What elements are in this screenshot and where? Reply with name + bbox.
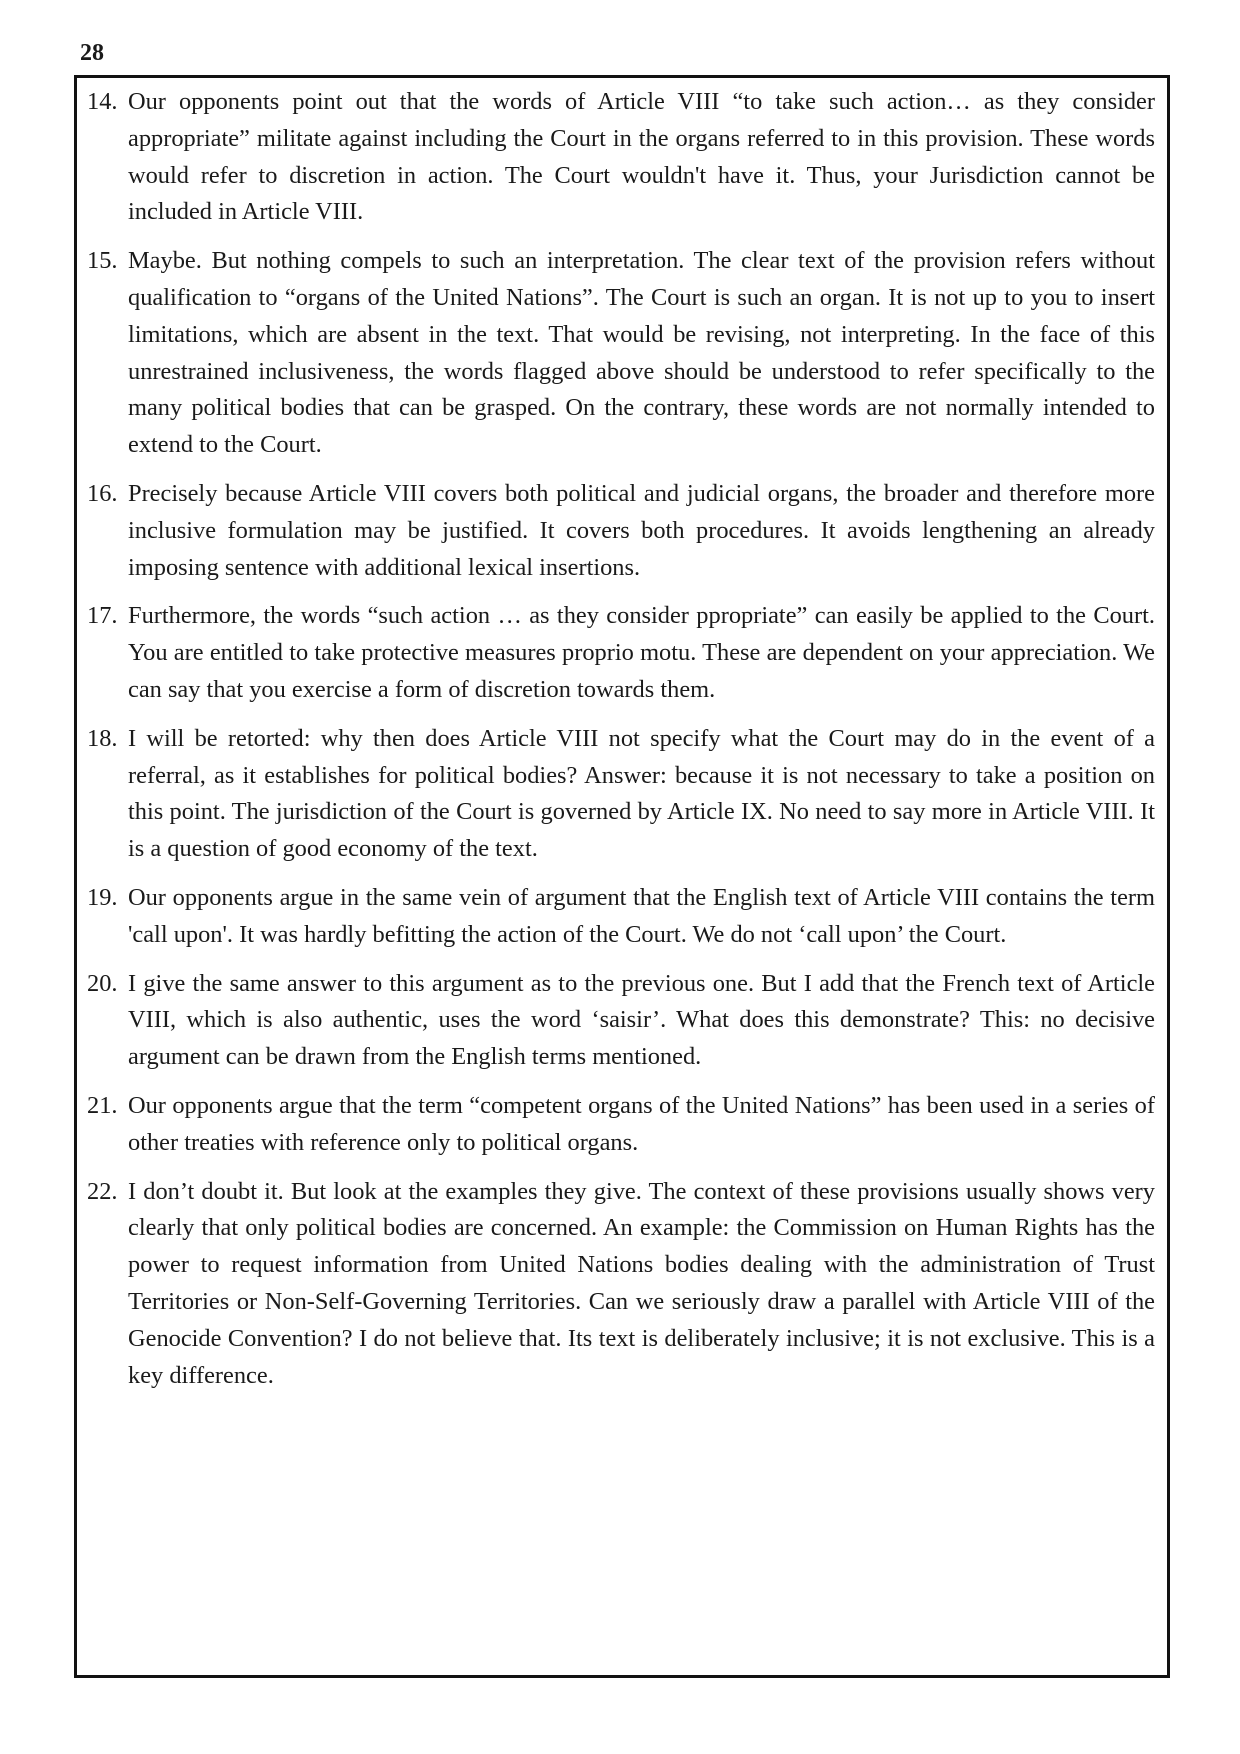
paragraph-text: Precisely because Article VIII covers both political and judicial organs, the broader and therefore more inclusive formulation may be justified. It covers both procedures. It avoids lengthening an already imposing sentence with additional lexical insertions. xyxy=(128,479,1155,581)
text-frame xyxy=(74,75,1170,1678)
paragraph-15 xyxy=(87,243,1155,464)
paragraph-text: Maybe. But nothing compels to such an interpretation. The clear text of the provision refers without qualification to “organs of the United Nations”. The Court is such an organ. It is not up to you to insert limitations, which are absent in the text. That would be revising, not interpreting. In the face of this unrestrained inclusiveness, the words flagged above should be understood to refer specifically to the many political bodies that can be grasped. On the contrary, these words are not normally intended to extend to the Court. xyxy=(128,247,1155,459)
paragraph-21 xyxy=(87,1088,1155,1162)
paragraph-number: 22. xyxy=(87,1177,118,1205)
paragraph-18 xyxy=(87,721,1155,868)
paragraph-text: I give the same answer to this argument as to the previous one. But I add that the French text of Article VIII, which is also authentic, uses the word ‘saisir’. What does this demonstrate? This: no decisive argument can be drawn from the English terms mentioned. xyxy=(128,969,1155,1071)
paragraph-number: 15. xyxy=(87,247,118,275)
paragraph-list xyxy=(87,84,1155,1406)
paragraph-number: 20. xyxy=(87,969,118,997)
paragraph-number: 16. xyxy=(87,479,118,507)
paragraph-14 xyxy=(87,84,1155,231)
paragraph-20 xyxy=(87,966,1155,1076)
paragraph-16 xyxy=(87,476,1155,586)
paragraph-number: 21. xyxy=(87,1091,118,1119)
paragraph-text: Furthermore, the words “such action … as they consider ppropriate” can easily be applied to the Court. You are entitled to take protective measures proprio motu. These are dependent on your appreciation. We can say that you exercise a form of discretion towards them. xyxy=(128,602,1155,703)
paragraph-number: 18. xyxy=(87,724,118,752)
paragraph-text: I will be retorted: why then does Article VIII not specify what the Court may do in the event of a referral, as it establishes for political bodies? Answer: because it is not necessary to take a position on this point. The jurisdiction of the Court is governed by Article IX. No need to say more in Article VIII. It is a question of good economy of the text. xyxy=(128,724,1155,863)
paragraph-22 xyxy=(87,1174,1155,1395)
paragraph-text: Our opponents argue in the same vein of argument that the English text of Article VIII contains the term 'call upon'. It was hardly befitting the action of the Court. We do not ‘call upon’ the Court. xyxy=(128,883,1155,948)
paragraph-number: 14. xyxy=(87,88,118,115)
paragraph-text: Our opponents argue that the term “competent organs of the United Nations” has been used in a series of other treaties with reference only to political organs. xyxy=(128,1091,1155,1156)
paragraph-number: 19. xyxy=(87,883,118,911)
page-number: 28 xyxy=(80,40,104,66)
paragraph-17 xyxy=(87,598,1155,708)
paragraph-text: Our opponents point out that the words of Article VIII “to take such action… as they consider appropriate” militate against including the Court in the organs referred to in this provision. These words would refer to discretion in action. The Court wouldn't have it. Thus, your Jurisdiction cannot be included in Article VIII. xyxy=(128,88,1155,226)
paragraph-number: 17. xyxy=(87,602,118,630)
paragraph-19 xyxy=(87,880,1155,954)
paragraph-text: I don’t doubt it. But look at the examples they give. The context of these provisions usually shows very clearly that only political bodies are concerned. An example: the Commission on Human Rights has the power to request information from United Nations bodies dealing with the administration of Trust Territories or Non-Self-Governing Territories. Can we seriously draw a parallel with Article VIII of the Genocide Convention? I do not believe that. Its text is deliberately inclusive; it is not exclusive. This is a key difference. xyxy=(128,1177,1155,1389)
